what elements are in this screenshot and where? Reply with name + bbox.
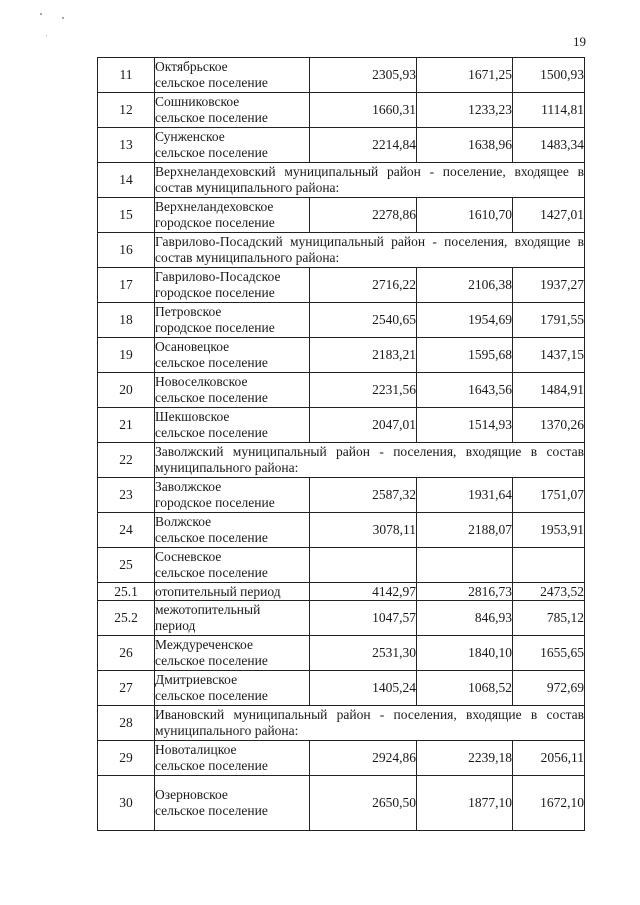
settlement-type-line: сельское поселение [155, 565, 268, 580]
value-cell-3: 1483,34 [513, 128, 585, 163]
settlement-name-cell [155, 338, 310, 373]
table-row [98, 601, 585, 636]
settlement-name-line: Сунженское [155, 129, 225, 145]
row-number-cell: 13 [98, 128, 155, 163]
settlement-name-cell [155, 671, 310, 706]
row-number-cell: 27 [98, 671, 155, 706]
table-row [98, 128, 585, 163]
settlement-type-line: сельское поселение [155, 355, 268, 370]
value-cell-1: 2183,21 [310, 338, 417, 373]
value-cell-2: 2106,38 [417, 268, 513, 303]
table-row [98, 443, 585, 478]
settlement-name-cell [155, 58, 310, 93]
value-cell-1 [310, 548, 417, 583]
settlement-name-line: Волжское [155, 514, 212, 530]
table-row [98, 408, 585, 443]
settlement-name-cell [155, 373, 310, 408]
table-row [98, 93, 585, 128]
row-number-cell: 23 [98, 478, 155, 513]
row-number-cell: 18 [98, 303, 155, 338]
value-cell-3: 1791,55 [513, 303, 585, 338]
district-header-cell: Верхнеландеховский муниципальный район - поселение, входящее в состав муниципального района: [155, 163, 585, 198]
settlement-name-line: Заволжское [155, 479, 222, 495]
value-cell-3: 1500,93 [513, 58, 585, 93]
value-cell-3: 1953,91 [513, 513, 585, 548]
value-cell-3: 1484,91 [513, 373, 585, 408]
value-cell-2: 1954,69 [417, 303, 513, 338]
value-cell-1: 3078,11 [310, 513, 417, 548]
district-header-cell: Ивановский муниципальный район - поселения, входящие в состав муниципального района: [155, 706, 585, 741]
settlement-name-line: межотопительный [155, 602, 261, 618]
value-cell-1: 1047,57 [310, 601, 417, 636]
tariff-table-body [98, 58, 585, 831]
value-cell-3: 1937,27 [513, 268, 585, 303]
settlement-name-cell [155, 128, 310, 163]
value-cell-1: 2540,65 [310, 303, 417, 338]
settlement-name-cell [155, 776, 310, 831]
settlement-name-cell [155, 548, 310, 583]
value-cell-2: 1068,52 [417, 671, 513, 706]
table-row [98, 373, 585, 408]
settlement-type-line: сельское поселение [155, 803, 268, 818]
row-number-cell: 25.1 [98, 583, 155, 601]
settlement-name-line: Гаврилово-Посадское [155, 269, 281, 285]
row-number-cell: 15 [98, 198, 155, 233]
value-cell-1: 2716,22 [310, 268, 417, 303]
table-row [98, 741, 585, 776]
scan-speck [46, 35, 47, 36]
value-cell-2: 2188,07 [417, 513, 513, 548]
page-number: 19 [573, 34, 586, 49]
district-header-cell: Заволжский муниципальный район - поселения, входящие в состав муниципального района: [155, 443, 585, 478]
value-cell-3: 1672,10 [513, 776, 585, 831]
table-row [98, 548, 585, 583]
settlement-name-cell [155, 93, 310, 128]
value-cell-1: 2305,93 [310, 58, 417, 93]
settlement-type-line: сельское поселение [155, 653, 268, 668]
value-cell-3: 2056,11 [513, 741, 585, 776]
scan-speck [40, 13, 42, 15]
table-row [98, 268, 585, 303]
settlement-name-line: Междуреченское [155, 637, 253, 653]
district-header-cell: Гаврилово-Посадский муниципальный район - поселения, входящие в состав муниципального района: [155, 233, 585, 268]
value-cell-2: 2239,18 [417, 741, 513, 776]
settlement-name-cell [155, 268, 310, 303]
value-cell-3: 785,12 [513, 601, 585, 636]
table-row [98, 776, 585, 831]
value-cell-2: 846,93 [417, 601, 513, 636]
value-cell-3: 2473,52 [513, 583, 585, 601]
settlement-type-line: сельское поселение [155, 425, 268, 440]
settlement-name-cell [155, 601, 310, 636]
settlement-type-line: городское поселение [155, 320, 275, 335]
value-cell-2: 1595,68 [417, 338, 513, 373]
settlement-name-cell [155, 741, 310, 776]
settlement-type-line: городское поселение [155, 495, 275, 510]
settlement-name-line: Новоталицкое [155, 742, 237, 758]
table-row [98, 706, 585, 741]
settlement-name-line: Октябрьское [155, 59, 228, 75]
value-cell-3: 1427,01 [513, 198, 585, 233]
settlement-type-line: сельское поселение [155, 145, 268, 160]
row-number-cell: 14 [98, 163, 155, 198]
settlement-name-line: Верхнеландеховское [155, 199, 274, 215]
value-cell-1: 4142,97 [310, 583, 417, 601]
row-number-cell: 20 [98, 373, 155, 408]
settlement-type-line: городское поселение [155, 215, 275, 230]
settlement-type-line: период [155, 618, 196, 633]
settlement-type-line: сельское поселение [155, 688, 268, 703]
settlement-name-line: Шекшовское [155, 409, 230, 425]
settlement-type-line: сельское поселение [155, 390, 268, 405]
settlement-name-cell [155, 478, 310, 513]
value-cell-2: 1671,25 [417, 58, 513, 93]
value-cell-2: 1877,10 [417, 776, 513, 831]
value-cell-1: 2231,56 [310, 373, 417, 408]
settlement-type-line: сельское поселение [155, 758, 268, 773]
settlement-type-line: сельское поселение [155, 530, 268, 545]
row-number-cell: 24 [98, 513, 155, 548]
value-cell-2 [417, 548, 513, 583]
settlement-type-line: городское поселение [155, 285, 275, 300]
value-cell-3: 1655,65 [513, 636, 585, 671]
row-number-cell: 28 [98, 706, 155, 741]
settlement-name-line: Озерновское [155, 787, 228, 803]
tariff-table [97, 57, 585, 831]
settlement-name-line: Сошниковское [155, 94, 240, 110]
row-number-cell: 29 [98, 741, 155, 776]
table-row [98, 478, 585, 513]
value-cell-1: 1660,31 [310, 93, 417, 128]
value-cell-3: 1437,15 [513, 338, 585, 373]
table-row [98, 636, 585, 671]
row-number-cell: 30 [98, 776, 155, 831]
row-number-cell: 22 [98, 443, 155, 478]
row-number-cell: 25 [98, 548, 155, 583]
value-cell-3 [513, 548, 585, 583]
table-row [98, 583, 585, 601]
settlement-name-cell [155, 636, 310, 671]
value-cell-1: 2924,86 [310, 741, 417, 776]
settlement-name-cell [155, 513, 310, 548]
settlement-name-line: Сосневское [155, 549, 222, 565]
table-row [98, 671, 585, 706]
value-cell-2: 1514,93 [417, 408, 513, 443]
settlement-name-line: Новоселковское [155, 374, 248, 390]
value-cell-2: 1233,23 [417, 93, 513, 128]
value-cell-3: 1114,81 [513, 93, 585, 128]
table-row [98, 198, 585, 233]
value-cell-1: 2650,50 [310, 776, 417, 831]
value-cell-1: 1405,24 [310, 671, 417, 706]
value-cell-2: 1638,96 [417, 128, 513, 163]
settlement-name-line: Петровское [155, 304, 222, 320]
settlement-type-line: сельское поселение [155, 75, 268, 90]
row-number-cell: 25.2 [98, 601, 155, 636]
value-cell-3: 1370,26 [513, 408, 585, 443]
row-number-cell: 17 [98, 268, 155, 303]
scan-speck [62, 17, 64, 19]
value-cell-2: 1643,56 [417, 373, 513, 408]
table-row [98, 163, 585, 198]
value-cell-1: 2587,32 [310, 478, 417, 513]
table-row [98, 303, 585, 338]
value-cell-1: 2214,84 [310, 128, 417, 163]
row-number-cell: 11 [98, 58, 155, 93]
settlement-name-cell [155, 408, 310, 443]
settlement-name-cell [155, 303, 310, 338]
settlement-name-line: Дмитриевское [155, 672, 238, 688]
value-cell-1: 2278,86 [310, 198, 417, 233]
table-row [98, 513, 585, 548]
value-cell-3: 972,69 [513, 671, 585, 706]
value-cell-2: 2816,73 [417, 583, 513, 601]
row-number-cell: 26 [98, 636, 155, 671]
value-cell-2: 1840,10 [417, 636, 513, 671]
value-cell-3: 1751,07 [513, 478, 585, 513]
settlement-name-cell [155, 198, 310, 233]
row-number-cell: 21 [98, 408, 155, 443]
value-cell-1: 2531,30 [310, 636, 417, 671]
table-row [98, 338, 585, 373]
table-row [98, 233, 585, 268]
row-number-cell: 12 [98, 93, 155, 128]
row-number-cell: 19 [98, 338, 155, 373]
settlement-name-line: отопительный период [155, 583, 281, 599]
table-row [98, 58, 585, 93]
value-cell-2: 1610,70 [417, 198, 513, 233]
row-number-cell: 16 [98, 233, 155, 268]
value-cell-2: 1931,64 [417, 478, 513, 513]
settlement-name-cell [155, 583, 310, 601]
value-cell-1: 2047,01 [310, 408, 417, 443]
settlement-type-line: сельское поселение [155, 110, 268, 125]
settlement-name-line: Осановецкое [155, 339, 230, 355]
